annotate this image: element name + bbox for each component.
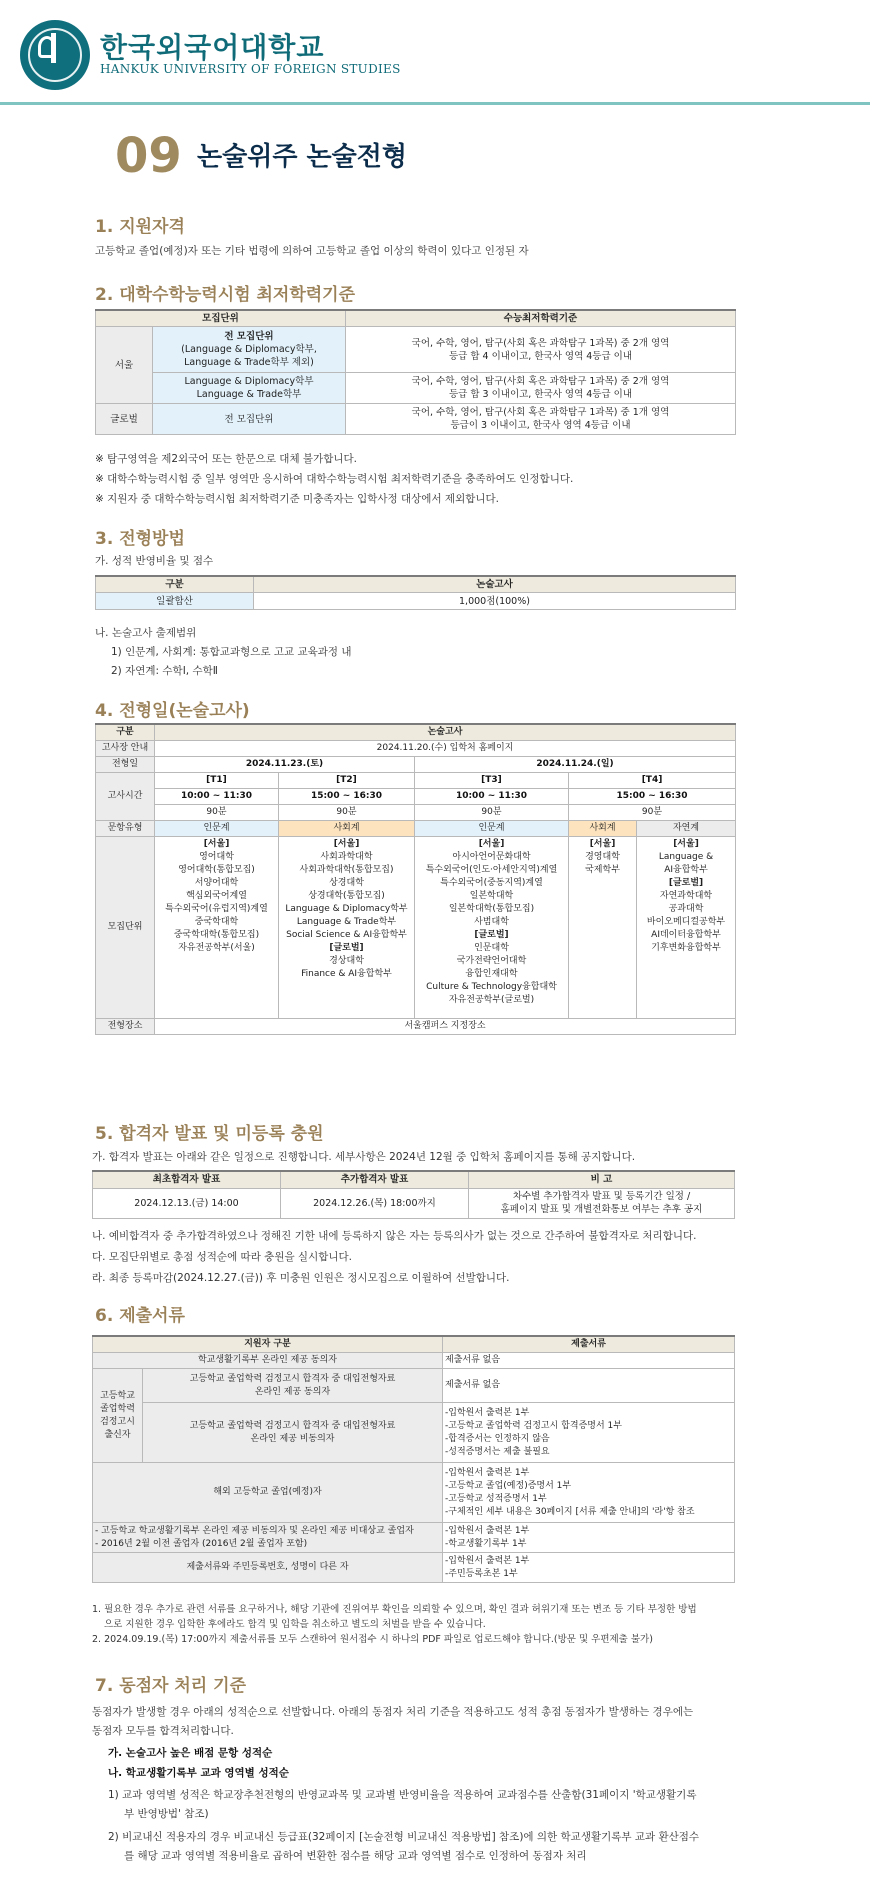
list-line: 융합인재대학 xyxy=(465,969,518,979)
list-line: -고등학교 졸업학력 검정고시 합격증명서 1부 xyxy=(445,1420,622,1431)
list-line: 사범대학 xyxy=(474,917,509,927)
table-header: 논술고사 xyxy=(254,576,736,593)
list-line: 공과대학 xyxy=(668,904,704,914)
list-line: 온라인 제공 비동의자 xyxy=(250,1433,335,1444)
paragraph: 동점자 모두를 합격처리합니다. xyxy=(92,1725,234,1737)
list-line: 사회과학대학(통합모집) xyxy=(299,865,394,875)
list-line: 바이오메디컬공학부 xyxy=(646,917,726,927)
note: ※ 지원자 중 대학수학능력시험 최저학력기준 미충족자는 입학사정 대상에서 제외합니다. xyxy=(95,493,499,505)
list-item: 1) 교과 영역별 성적은 학교장추천전형의 반영교과목 및 교과별 반영비율을 적용하여 교과점수를 산출함(31페이지 '학교생활기록 xyxy=(108,1789,697,1801)
table-header: 지원자 구분 xyxy=(93,1336,443,1353)
list-line: Language & Diplomacy학부 xyxy=(285,904,408,914)
list-line: 특수외국어(유럽지역)계열 xyxy=(165,904,268,914)
session-duration: 90분 xyxy=(569,805,736,821)
list-line: 검정고시 xyxy=(100,1416,135,1427)
list-line: 일본학대학(통합모집) xyxy=(448,904,535,914)
header-divider xyxy=(0,102,870,105)
section-3-heading: 3. 전형방법 xyxy=(95,529,185,549)
list-line: -구체적인 세부 내용은 30페이지 [서류 제출 안내]의 '라'항 참조 xyxy=(445,1506,695,1517)
list-line: 중국학대학 xyxy=(194,917,239,927)
list-line: 자연과학대학 xyxy=(659,891,713,901)
paragraph: 라. 최종 등록마감(2024.12.27.(금)) 후 미충원 인원은 정시모집으로 이월하여 선발합니다. xyxy=(92,1272,510,1284)
row-value: 2024.11.20.(수) 입학처 홈페이지 xyxy=(155,741,736,757)
criterion: 나. 학교생활기록부 교과 영역별 성적순 xyxy=(108,1767,289,1779)
session-duration: 90분 xyxy=(415,805,569,821)
list-line: AI데이터융합학부 xyxy=(651,930,721,940)
row-label: 전형장소 xyxy=(96,1019,155,1035)
university-seal-icon xyxy=(20,20,90,90)
campus-cell: 글로벌 xyxy=(96,404,153,435)
list-line: 온라인 제공 동의자 xyxy=(254,1386,331,1397)
required-docs xyxy=(443,1523,735,1553)
list-line: Finance & AI융합학부 xyxy=(301,969,392,979)
question-type: 인문계 xyxy=(155,821,279,837)
unit-list xyxy=(637,837,736,1019)
paragraph: 나. 예비합격자 중 추가합격하였으나 정해진 기한 내에 등록하지 않은 자는 등록의사가 없는 것으로 간주하여 불합격자로 처리합니다. xyxy=(92,1230,697,1242)
list-line: Language & Trade학부 xyxy=(296,917,397,927)
row-label: 고사장 안내 xyxy=(96,741,155,757)
section-1-text: 고등학교 졸업(예정)자 또는 기타 법령에 의하여 고등학교 졸업 이상의 학력이 있다고 인정된 자 xyxy=(95,245,529,257)
session-code: [T4] xyxy=(569,773,736,789)
paragraph: 다. 모집단위별로 총점 성적순에 따라 충원을 실시합니다. xyxy=(92,1251,352,1263)
table-header: 최초합격자 발표 xyxy=(93,1171,281,1188)
list-line: Social Science & AI융합학부 xyxy=(286,930,407,940)
list-line: 기후변화융합학부 xyxy=(651,943,721,953)
session-duration: 90분 xyxy=(279,805,415,821)
footnote: 2. 2024.09.19.(목) 17:00까지 제출서류를 모두 스캔하여 원서접수 시 하나의 PDF 파일로 업로드해야 합니다.(방문 및 우편제출 불가) xyxy=(92,1634,653,1645)
list-line: 국제학부 xyxy=(585,865,620,875)
footnote: 으로 지원한 경우 입학한 후에라도 합격 및 입학을 취소하고 별도의 처벌을 받을 수 있습니다. xyxy=(104,1619,486,1630)
unit-list xyxy=(279,837,415,1019)
table-header: 논술고사 xyxy=(155,724,736,741)
csat-minimum-table xyxy=(95,309,736,435)
standard-cell: 국어, 수학, 영어, 탐구(사회 혹은 과학탐구 1과목) 중 2개 영역 등급 합 3 이내이고, 한국사 영역 4등급 이내 xyxy=(346,373,736,404)
ged-label xyxy=(93,1369,143,1463)
list-line: 인문대학 xyxy=(474,943,509,953)
session-time: 15:00 ~ 16:30 xyxy=(279,789,415,805)
university-name-kr: 한국외국어대학교 xyxy=(100,31,325,64)
section-1-heading: 1. 지원자격 xyxy=(95,217,185,237)
list-item: 2) 비교내신 적용자의 경우 비교내신 등급표(32페이지 [논술전형 비교내신 적용방법] 참조)에 의한 학교생활기록부 교과 환산점수 xyxy=(108,1831,700,1843)
list-line: [글로벌] xyxy=(329,943,364,953)
required-docs xyxy=(443,1463,735,1523)
standard-cell: 국어, 수학, 영어, 탐구(사회 혹은 과학탐구 1과목) 중 1개 영역 등급이 3 이내이고, 한국사 영역 4등급 이내 xyxy=(346,404,736,435)
list-line: -입학원서 출력본 1부 xyxy=(445,1525,530,1536)
chapter-number: 09 xyxy=(115,128,182,184)
table-header: 추가합격자 발표 xyxy=(281,1171,469,1188)
table-header: 제출서류 xyxy=(443,1336,735,1353)
applicant-type xyxy=(143,1403,443,1463)
session-code: [T2] xyxy=(279,773,415,789)
section-2-heading: 2. 대학수학능력시험 최저학력기준 xyxy=(95,285,356,305)
applicant-type: 학교생활기록부 온라인 제공 동의자 xyxy=(93,1353,443,1369)
list-line: 자유전공학부(서울) xyxy=(178,943,255,953)
list-item: 부 반영방법' 참조) xyxy=(124,1808,209,1820)
criterion: 가. 논술고사 높은 배점 문항 성적순 xyxy=(108,1747,273,1759)
list-line: [서울] xyxy=(203,839,230,849)
session-code: [T3] xyxy=(415,773,569,789)
list-line: 서양어대학 xyxy=(194,878,239,888)
row-value: 서울캠퍼스 지정장소 xyxy=(155,1019,736,1035)
list-line: Language & xyxy=(658,852,714,862)
section-6-heading: 6. 제출서류 xyxy=(95,1306,185,1326)
unit-cell: Language & Diplomacy학부 Language & Trade학부 xyxy=(153,373,346,404)
list-line: 국가전략언어대학 xyxy=(456,956,527,966)
list-line: 일본학대학 xyxy=(469,891,514,901)
list-line: 제출서류 없음 xyxy=(445,1355,501,1365)
section-7-heading: 7. 동점자 처리 기준 xyxy=(95,1676,246,1696)
list-line: [서울] xyxy=(673,839,699,849)
list-line: 사회과학대학 xyxy=(320,852,373,862)
row-label: 문항유형 xyxy=(96,821,155,837)
row-label: 모집단위 xyxy=(96,837,155,1019)
list-line: 고등학교 졸업학력 검정고시 합격자 중 대입전형자료 xyxy=(189,1420,396,1431)
list-line: 영어대학 xyxy=(199,852,234,862)
exam-date: 2024.11.23.(토) xyxy=(155,757,415,773)
list-line: -주민등록초본 1부 xyxy=(445,1568,518,1579)
list-line: -입학원서 출력본 1부 xyxy=(445,1407,530,1418)
note: ※ 대학수학능력시험 중 일부 영역만 응시하여 대학수학능력시험 최저학력기준을 충족하여도 인정합니다. xyxy=(95,473,574,485)
list-line: [서울] xyxy=(333,839,360,849)
list-line: Culture & Technology융합대학 xyxy=(426,982,557,992)
section-4-heading: 4. 전형일(논술고사) xyxy=(95,701,250,721)
exam-schedule-table xyxy=(95,723,736,1035)
table-header: 모집단위 xyxy=(96,310,346,327)
required-docs xyxy=(443,1553,735,1583)
row-label: 고사시간 xyxy=(96,773,155,821)
table-header: 구분 xyxy=(96,576,254,593)
list-line: -입학원서 출력본 1부 xyxy=(445,1555,530,1566)
applicant-type xyxy=(143,1369,443,1403)
list-line: 고등학교 xyxy=(100,1390,135,1401)
list-line: [서울] xyxy=(589,839,616,849)
list-line: - 2016년 2월 이전 졸업자 (2016년 2월 졸업자 포함) xyxy=(95,1538,308,1549)
list-line: 졸업학력 xyxy=(100,1403,135,1414)
list-item: 2) 자연계: 수학Ⅰ, 수학Ⅱ xyxy=(111,665,218,677)
paragraph: 동점자가 발생할 경우 아래의 성적순으로 선발합니다. 아래의 동점자 처리 기준을 적용하고도 성적 총점 동점자가 발생하는 경우에는 xyxy=(92,1706,694,1718)
question-type: 사회계 xyxy=(569,821,637,837)
unit-list xyxy=(569,837,637,1019)
list-line: 특수외국어(인도·아세안지역)계열 xyxy=(425,865,558,875)
session-time: 10:00 ~ 11:30 xyxy=(415,789,569,805)
list-item: 1) 인문계, 사회계: 통합교과형으로 고교 교육과정 내 xyxy=(111,646,352,658)
applicant-type: 제출서류와 주민등록번호, 성명이 다른 자 xyxy=(93,1553,443,1583)
row-value: 1,000점(100%) xyxy=(254,593,736,610)
subheading: 나. 논술고사 출제범위 xyxy=(95,627,197,639)
table-header: 구분 xyxy=(96,724,155,741)
list-line: [서울] xyxy=(478,839,505,849)
list-line: [글로벌] xyxy=(474,930,509,940)
list-line: -입학원서 출력본 1부 xyxy=(445,1467,530,1478)
list-line: -성적증명서는 제출 불필요 xyxy=(445,1446,550,1457)
list-line: 자유전공학부(글로벌) xyxy=(448,995,535,1005)
list-line: 중국학대학(통합모집) xyxy=(173,930,260,940)
unit-cell: 전 모집단위 xyxy=(153,404,346,435)
additional-announcement: 2024.12.26.(목) 18:00까지 xyxy=(281,1188,469,1218)
campus-cell: 서울 xyxy=(96,327,153,404)
list-line: -합격증서는 인정하지 않음 xyxy=(445,1433,550,1444)
list-line: - 고등학교 학교생활기록부 온라인 제공 비동의자 및 온라인 제공 비대상교 졸업자 xyxy=(95,1525,414,1536)
subheading: 가. 성적 반영비율 및 점수 xyxy=(95,555,214,567)
session-time: 10:00 ~ 11:30 xyxy=(155,789,279,805)
question-type: 사회계 xyxy=(279,821,415,837)
question-type: 인문계 xyxy=(415,821,569,837)
documents-table xyxy=(92,1335,735,1583)
list-line: AI융합학부 xyxy=(664,865,708,875)
session-duration: 90분 xyxy=(155,805,279,821)
page-header xyxy=(0,0,870,104)
required-docs xyxy=(443,1369,735,1403)
list-line: -학교생활기록부 1부 xyxy=(445,1538,527,1549)
unit-cell: 전 모집단위 (Language & Diplomacy학부, Language & Trade학부 제외) xyxy=(153,327,346,373)
unit-list xyxy=(155,837,279,1019)
list-line: 고등학교 졸업학력 검정고시 합격자 중 대입전형자료 xyxy=(189,1373,396,1384)
list-line: 아시아언어문화대학 xyxy=(452,852,531,862)
question-type: 자연계 xyxy=(637,821,736,837)
exam-date: 2024.11.24.(일) xyxy=(415,757,736,773)
list-line: -고등학교 성적증명서 1부 xyxy=(445,1493,547,1504)
list-line: -고등학교 졸업(예정)증명서 1부 xyxy=(445,1480,572,1491)
chapter-title: 논술위주 논술전형 xyxy=(197,142,407,172)
standard-cell: 국어, 수학, 영어, 탐구(사회 혹은 과학탐구 1과목) 중 2개 영역 등급 합 4 이내이고, 한국사 영역 4등급 이내 xyxy=(346,327,736,373)
list-line: 특수외국어(중동지역)계열 xyxy=(440,878,543,888)
section-5-heading: 5. 합격자 발표 및 미등록 충원 xyxy=(95,1124,324,1144)
list-line: 상경대학 xyxy=(329,878,364,888)
list-line: 경영대학 xyxy=(585,852,620,862)
list-line: 출신자 xyxy=(104,1429,131,1440)
list-line: 상경대학(통합모집) xyxy=(308,891,385,901)
first-announcement: 2024.12.13.(금) 14:00 xyxy=(93,1188,281,1218)
applicant-type: 해외 고등학교 졸업(예정)자 xyxy=(93,1463,443,1523)
session-code: [T1] xyxy=(155,773,279,789)
list-line: 영어대학(통합모집) xyxy=(178,865,255,875)
unit-list xyxy=(415,837,569,1019)
list-line: 제출서류 없음 xyxy=(445,1380,501,1390)
row-label: 전형일 xyxy=(96,757,155,773)
required-docs xyxy=(443,1353,735,1369)
announcement-table xyxy=(92,1170,735,1219)
remarks: 차수별 추가합격자 발표 및 등록기간 일정 / 홈페이지 발표 및 개별전화통보 여부는 추후 공지 xyxy=(469,1188,735,1218)
subheading: 가. 합격자 발표는 아래와 같은 일정으로 진행합니다. 세부사항은 2024년 12월 중 입학처 홈페이지를 통해 공지합니다. xyxy=(92,1151,636,1163)
list-line: 핵심외국어계열 xyxy=(186,891,247,901)
university-name-en: HANKUK UNIVERSITY OF FOREIGN STUDIES xyxy=(100,62,401,76)
row-label: 일괄합산 xyxy=(96,593,254,610)
table-header: 수능최저학력기준 xyxy=(346,310,736,327)
footnote: 1. 필요한 경우 추가로 관련 서류를 요구하거나, 해당 기관에 진위여부 확인을 의뢰할 수 있으며, 확인 결과 허위기재 또는 변조 등 기타 부정한 방법 xyxy=(92,1604,697,1615)
session-time: 15:00 ~ 16:30 xyxy=(569,789,736,805)
list-item: 를 해당 교과 영역별 적용비율로 곱하여 변환한 점수를 해당 교과 영역별 점수로 인정하여 동점자 처리 xyxy=(124,1850,587,1862)
note: ※ 탐구영역을 제2외국어 또는 한문으로 대체 불가합니다. xyxy=(95,453,357,465)
list-line: 경상대학 xyxy=(329,956,364,966)
table-header: 비 고 xyxy=(469,1171,735,1188)
score-ratio-table xyxy=(95,575,736,610)
list-line: [글로벌] xyxy=(668,878,704,888)
required-docs xyxy=(443,1403,735,1463)
applicant-type xyxy=(93,1523,443,1553)
